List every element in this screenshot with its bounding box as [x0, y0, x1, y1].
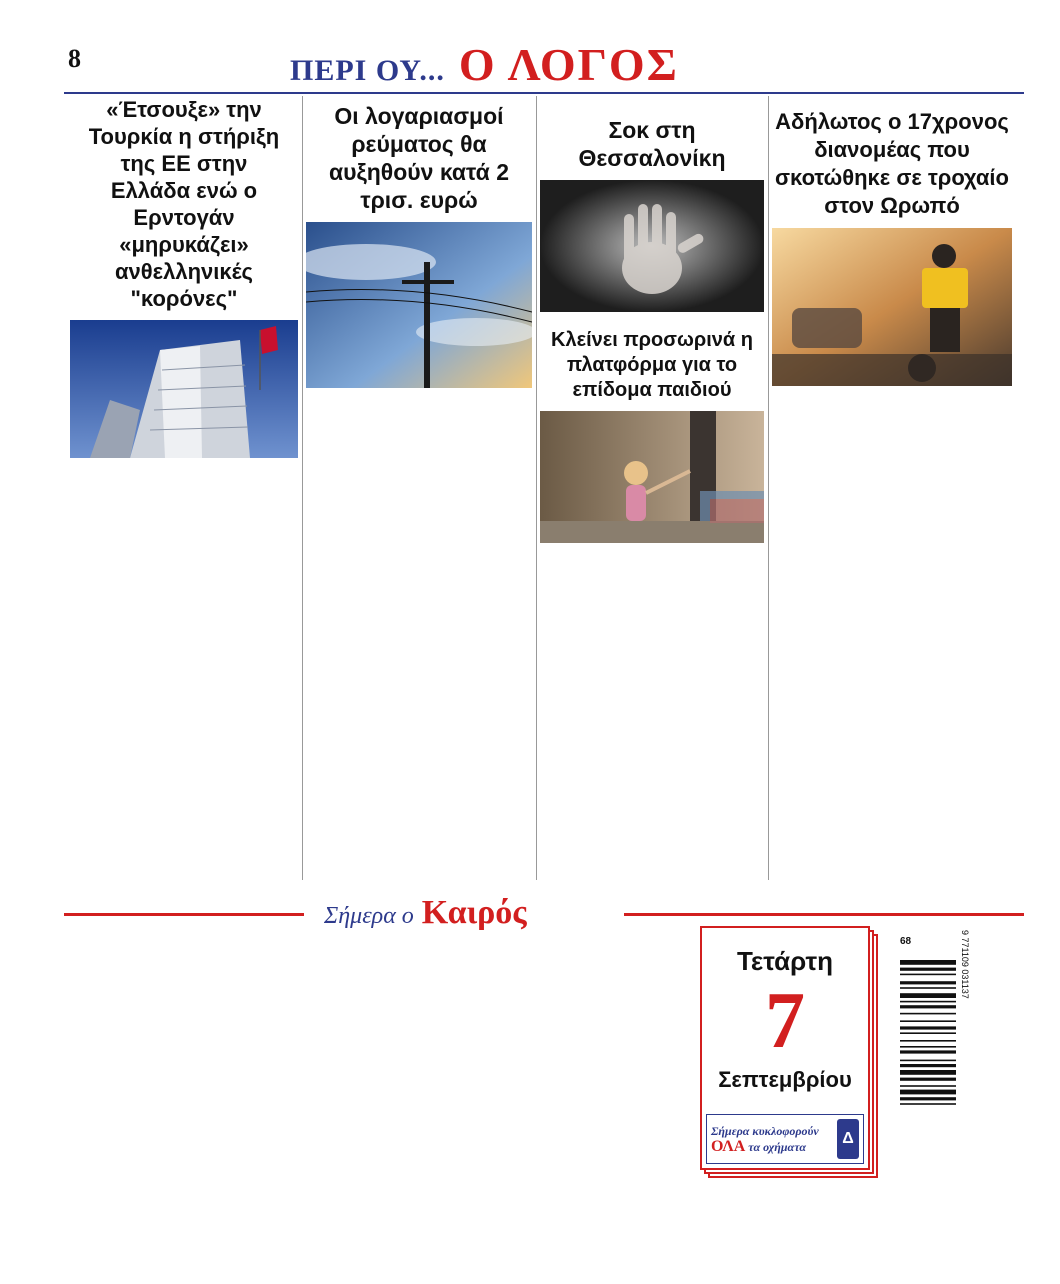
thessaloniki-headline: Σοκ στη Θεσσαλονίκη	[578, 117, 726, 171]
delta-logo-icon: Δ	[837, 1119, 859, 1159]
barcode-bar	[900, 1005, 956, 1008]
barcode-bar	[900, 1064, 956, 1067]
masthead-pre: ΠΕΡΙ ΟΥ...	[290, 54, 445, 87]
barcode-bar	[900, 1032, 956, 1034]
promo-line1: Σήμερα κυκλοφορούν	[711, 1124, 819, 1138]
barcode-bar	[900, 1085, 956, 1087]
barcode-bar	[900, 1090, 956, 1095]
barcode-number: 9 771109 031137	[960, 930, 970, 999]
column-divider	[768, 96, 769, 880]
barcode-bar	[900, 960, 956, 965]
barcode-bar	[900, 993, 956, 998]
column-3	[540, 96, 764, 549]
barcode-bar	[900, 1070, 956, 1075]
power-line-photo	[306, 222, 532, 388]
barcode-bar	[900, 1103, 956, 1105]
barcode-bar	[900, 1060, 956, 1062]
oropos-headline: Αδήλωτος ο 17χρονος διανομέας που σκοτώθηκε σε τροχαίο στον Ωρωπό	[775, 109, 1009, 218]
turkey-headline: «Έτσουξε» την Τουρκία η στήριξη της ΕΕ στην Ελλάδα ενώ ο Ερντογάν «μηρυκάζει» ανθελληνικές "κορόνες"	[88, 97, 280, 311]
barcode	[900, 960, 956, 1150]
column-divider	[536, 96, 537, 880]
page-number: 8	[68, 44, 81, 73]
date-box	[700, 926, 882, 1182]
barcode-bar	[900, 974, 956, 976]
barcode-bar	[900, 981, 956, 984]
weather-title-pre: Σήμερα ο	[324, 903, 414, 929]
vehicles-promo-text	[711, 1123, 837, 1155]
date-number: 7	[765, 977, 805, 1065]
barcode-bar	[900, 1050, 956, 1053]
child-photo	[540, 411, 764, 543]
weather-rule-left	[64, 913, 304, 916]
barcode-bar	[900, 1040, 956, 1042]
masthead	[290, 38, 679, 91]
promo-rest: τα οχήματα	[748, 1140, 806, 1154]
barcode-bar	[900, 1046, 956, 1048]
barcode-bar	[900, 1013, 956, 1015]
barcode-bar	[900, 1001, 956, 1003]
vehicles-promo	[706, 1114, 864, 1164]
column-2	[306, 96, 532, 394]
weather-title-main: Καιρός	[421, 894, 527, 931]
weather-rule-right	[624, 913, 1024, 916]
weather-header	[64, 894, 1024, 931]
barcode-bar	[900, 968, 956, 971]
electricity-headline: Οι λογαριασμοί ρεύματος θα αυξηθούν κατά 2 τρισ. ευρώ	[328, 103, 509, 213]
date-day: Τετάρτη	[736, 946, 833, 976]
allowance-headline: Κλείνει προσωρινά η πλατφόρμα για το επίδομα παιδιού	[551, 329, 753, 401]
barcode-bar	[900, 1026, 956, 1029]
weather-title	[314, 894, 537, 932]
column-1	[70, 96, 298, 464]
date-box-inner	[700, 926, 870, 1170]
promo-all: ΟΛΑ	[711, 1138, 746, 1155]
date-month: Σεπτεμβρίου	[718, 1067, 852, 1092]
barcode-bar	[900, 1078, 956, 1081]
barcode-bar	[900, 1020, 956, 1022]
issue-number: 68	[900, 936, 912, 947]
column-4	[772, 96, 1012, 394]
hand-photo	[540, 180, 764, 312]
masthead-title: Ο ΛΟΓΟΣ	[458, 39, 679, 90]
column-divider	[302, 96, 303, 880]
top-rule	[64, 92, 1024, 94]
barcode-bar	[900, 987, 956, 989]
delivery-photo	[772, 228, 1012, 386]
barcode-bar	[900, 1097, 956, 1100]
turkey-photo	[70, 320, 298, 458]
